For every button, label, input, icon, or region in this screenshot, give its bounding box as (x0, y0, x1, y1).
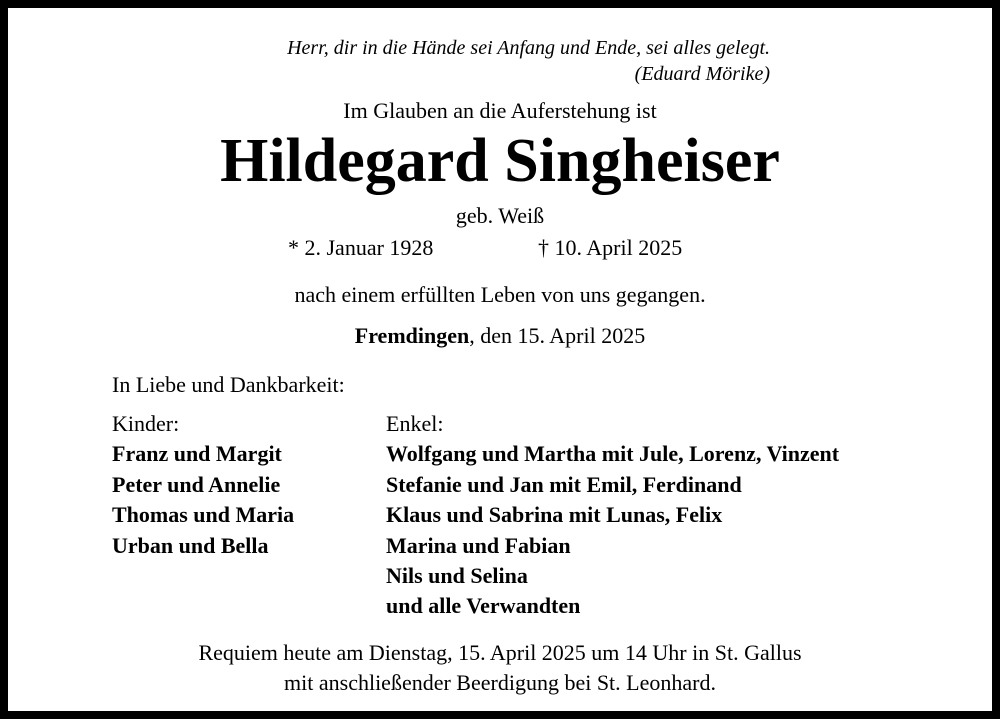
child-name: Peter und Annelie (112, 471, 281, 497)
grandchild-name: Stefanie und Jan mit Emil, Ferdinand (386, 471, 742, 497)
children-list (112, 409, 294, 561)
requiem-line-2: mit anschließender Beerdigung bei St. Leonhard. (284, 670, 716, 695)
grandchildren-heading: Enkel: (386, 411, 444, 436)
deceased-name: Hildegard Singheiser (220, 127, 780, 195)
quote-text: Herr, dir in die Hände sei Anfang und Ende, sei alles gelegt. (287, 37, 770, 59)
grandchild-name: Wolfgang und Martha mit Jule, Lorenz, Vinzent (386, 441, 840, 467)
gratitude-line: In Liebe und Dankbarkeit: (112, 372, 345, 397)
maiden-name: geb. Weiß (455, 203, 545, 228)
children-heading: Kinder: (112, 411, 180, 436)
quote-author: (Eduard Mörike) (634, 63, 770, 85)
grandchildren-list (386, 409, 839, 622)
place-date-text: , den 15. April 2025 (469, 323, 646, 348)
grandchild-name: Marina und Fabian (386, 532, 571, 558)
child-name: Franz und Margit (112, 441, 282, 467)
death-date: † 10. April 2025 (538, 235, 683, 260)
relatives-line: und alle Verwandten (386, 593, 581, 619)
requiem-line-1: Requiem heute am Dienstag, 15. April 2025 um 14 Uhr in St. Gallus (198, 640, 802, 665)
birth-date: * 2. Januar 1928 (288, 235, 434, 260)
place-town: Fremdingen (354, 323, 470, 348)
place-date (8, 323, 992, 349)
grandchild-name: Nils und Selina (386, 563, 528, 589)
passed-line: nach einem erfüllten Leben von uns gegangen. (294, 282, 706, 307)
child-name: Urban und Bella (112, 532, 269, 558)
child-name: Thomas und Maria (112, 502, 295, 528)
intro-line: Im Glauben an die Auferstehung ist (343, 98, 657, 123)
grandchild-name: Klaus und Sabrina mit Lunas, Felix (386, 502, 723, 528)
